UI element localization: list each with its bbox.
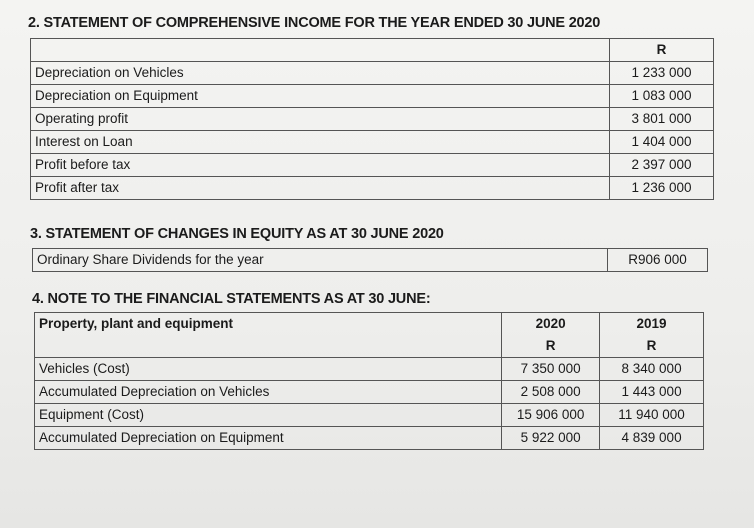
value-2019: 8 340 000 bbox=[600, 358, 704, 381]
value-2020: 2 508 000 bbox=[502, 381, 600, 404]
table-row bbox=[31, 39, 714, 62]
table-row bbox=[35, 358, 704, 381]
row-label: Profit after tax bbox=[31, 177, 610, 200]
row-label: Accumulated Depreciation on Equipment bbox=[35, 427, 502, 450]
row-label: Equipment (Cost) bbox=[35, 404, 502, 427]
value-2020: 5 922 000 bbox=[502, 427, 600, 450]
section4-title: 4. NOTE TO THE FINANCIAL STATEMENTS AS AT 30 JUNE: bbox=[32, 291, 431, 307]
row-value: 3 801 000 bbox=[610, 108, 714, 131]
currency-header-2020: R bbox=[502, 335, 600, 358]
section3-title: 3. STATEMENT OF CHANGES IN EQUITY AS AT 30 JUNE 2020 bbox=[30, 226, 444, 242]
table-row bbox=[31, 108, 714, 131]
column-header-2020: 2020 bbox=[502, 313, 600, 336]
column-header-2019: 2019 bbox=[600, 313, 704, 336]
row-value: 1 236 000 bbox=[610, 177, 714, 200]
value-2020: 15 906 000 bbox=[502, 404, 600, 427]
row-value: 1 404 000 bbox=[610, 131, 714, 154]
value-2020: 7 350 000 bbox=[502, 358, 600, 381]
row-label: Depreciation on Vehicles bbox=[31, 62, 610, 85]
table-row bbox=[35, 427, 704, 450]
table-row bbox=[31, 62, 714, 85]
row-value: 1 233 000 bbox=[610, 62, 714, 85]
header-blank-cell bbox=[31, 39, 610, 62]
row-label: Depreciation on Equipment bbox=[31, 85, 610, 108]
ppe-note-table bbox=[34, 312, 704, 450]
equity-table bbox=[32, 248, 708, 272]
table-row bbox=[35, 404, 704, 427]
table-row bbox=[31, 131, 714, 154]
row-value: 2 397 000 bbox=[610, 154, 714, 177]
table-row bbox=[35, 381, 704, 404]
table-row bbox=[35, 335, 704, 358]
row-value: R906 000 bbox=[608, 249, 708, 272]
income-statement-table bbox=[30, 38, 714, 200]
row-label: Accumulated Depreciation on Vehicles bbox=[35, 381, 502, 404]
row-label: Operating profit bbox=[31, 108, 610, 131]
table-row bbox=[31, 177, 714, 200]
section2-title: 2. STATEMENT OF COMPREHENSIVE INCOME FOR THE YEAR ENDED 30 JUNE 2020 bbox=[28, 15, 601, 31]
row-value: 1 083 000 bbox=[610, 85, 714, 108]
value-2019: 11 940 000 bbox=[600, 404, 704, 427]
value-2019: 1 443 000 bbox=[600, 381, 704, 404]
column-header-r: R bbox=[610, 39, 714, 62]
ppe-table-title: Property, plant and equipment bbox=[35, 313, 502, 336]
value-2019: 4 839 000 bbox=[600, 427, 704, 450]
row-label: Ordinary Share Dividends for the year bbox=[33, 249, 608, 272]
table-row bbox=[33, 249, 708, 272]
currency-header-2019: R bbox=[600, 335, 704, 358]
row-label: Vehicles (Cost) bbox=[35, 358, 502, 381]
table-row bbox=[35, 313, 704, 336]
table-row bbox=[31, 85, 714, 108]
header-blank-cell bbox=[35, 335, 502, 358]
row-label: Profit before tax bbox=[31, 154, 610, 177]
row-label: Interest on Loan bbox=[31, 131, 610, 154]
table-row bbox=[31, 154, 714, 177]
